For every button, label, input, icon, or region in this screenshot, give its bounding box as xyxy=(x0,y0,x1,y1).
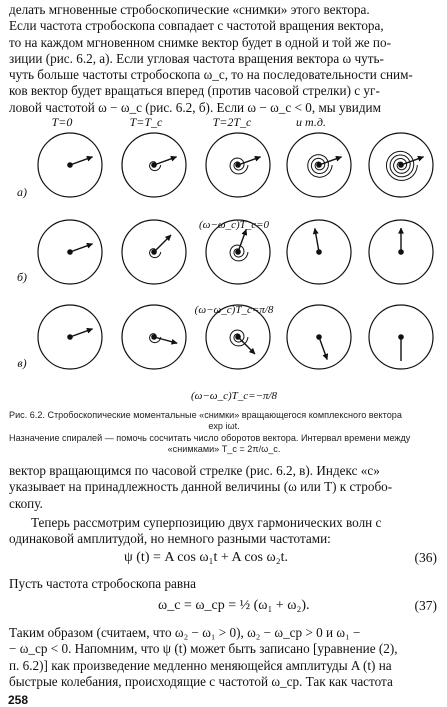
column-header-0: T=0 xyxy=(51,115,73,129)
equation-37-number: (37) xyxy=(414,598,437,613)
column-header-1: T=T_c xyxy=(129,115,163,129)
text-line: п. 6.2)] как произведение медленно меняющейся амплитуды A (t) на xyxy=(9,657,392,673)
text-line: скопу. xyxy=(9,495,43,511)
text-line: зиции (рис. 6.2, а). Если угловая частота вращения вектора ω чуть- xyxy=(9,50,384,66)
arrowhead xyxy=(336,156,342,161)
bottom-paragraph xyxy=(9,625,439,690)
text-line: Если частота стробоскопа совпадает с частотой вращения вектора, xyxy=(9,18,384,34)
equation-36: ψ (t) = A cos ω₁t + A cos ω₂t. xyxy=(124,550,288,565)
text-line: − ω_cp < 0. Напомним, что ψ (t) может быть записано [уравнение (2), xyxy=(9,641,398,657)
row-condition-b: (ω−ω_c)T_c=π/8 xyxy=(194,304,274,316)
arrowhead xyxy=(87,243,93,248)
text-line: делать мгновенные стробоскопические «снимки» этого вектора. xyxy=(9,2,370,17)
text-line: указывает на принадлежность данной величины (ω или T) к стробо- xyxy=(9,479,393,495)
row-label-a: а) xyxy=(17,185,27,199)
text-line: одинаковой амплитудой, но немного разными частотами: xyxy=(9,531,331,547)
arrowhead xyxy=(171,156,177,161)
strobe-frequency-paragraph xyxy=(9,576,439,592)
caption-line: Рис. 6.2. Стробоскопические моментальные «снимки» вращающегося комплексного вектора xyxy=(9,410,402,420)
text-line: ков вектор будет вращаться вперед (против часовой стрелки) с уг- xyxy=(9,83,380,99)
equation-37: ω_c = ω_cp = ½ (ω₁ + ω₂). xyxy=(158,598,310,613)
column-header-3: и т.д. xyxy=(296,115,326,129)
arrowhead xyxy=(87,328,93,333)
arrowhead xyxy=(255,156,261,161)
text-line: вектор вращающимся по часовой стрелке (рис. 6.2, в). Индекс «с» xyxy=(9,463,380,478)
equation-36-number: (36) xyxy=(414,550,437,565)
page-number: 258 xyxy=(8,693,29,707)
text-line: чуть больше частоты стробоскопа ω_c, то на последовательности сним- xyxy=(9,67,413,83)
arrowhead xyxy=(171,339,177,344)
caption-line: exp iωt. xyxy=(208,421,240,432)
arrowhead xyxy=(323,354,328,360)
row-label-c: в) xyxy=(17,356,27,370)
row-label-b: б) xyxy=(16,270,28,284)
row-condition-c: (ω−ω_c)T_c=−π/8 xyxy=(190,390,278,402)
middle-paragraph xyxy=(9,463,439,512)
text-line: то на каждом мгновенном снимке вектор будет в одной и той же по- xyxy=(9,34,391,50)
arrowhead xyxy=(398,228,403,233)
caption-line: «снимками» T_c = 2π/ω_c. xyxy=(167,443,281,454)
text-line: Таким образом (считаем, что ω₂ − ω₁ > 0), ω₂ − ω_cp > 0 и ω₁ − xyxy=(9,625,361,640)
column-header-2: T=2T_c xyxy=(212,115,252,129)
text-line: ловой частотой ω − ω_c (рис. 6.2, б). Если ω − ω_c < 0, мы увидим xyxy=(9,99,381,115)
text-line: быстрые колебания, происходящие с частотой ω_cp. Так как частота xyxy=(9,673,393,689)
text-line: Пусть частота стробоскопа равна xyxy=(9,576,197,591)
text-line: Теперь рассмотрим суперпозицию двух гармонических волн с xyxy=(31,515,382,530)
figure-caption xyxy=(9,410,439,455)
arrowhead xyxy=(418,156,424,161)
arrowhead xyxy=(313,228,318,234)
arrowhead xyxy=(87,156,93,161)
row-condition-a: (ω−ω_c)T_c=0 xyxy=(198,219,270,231)
superposition-paragraph xyxy=(9,515,439,548)
caption-line: Назначение спиралей — помочь сосчитать число оборотов вектора. Интервал времени между xyxy=(9,432,411,443)
